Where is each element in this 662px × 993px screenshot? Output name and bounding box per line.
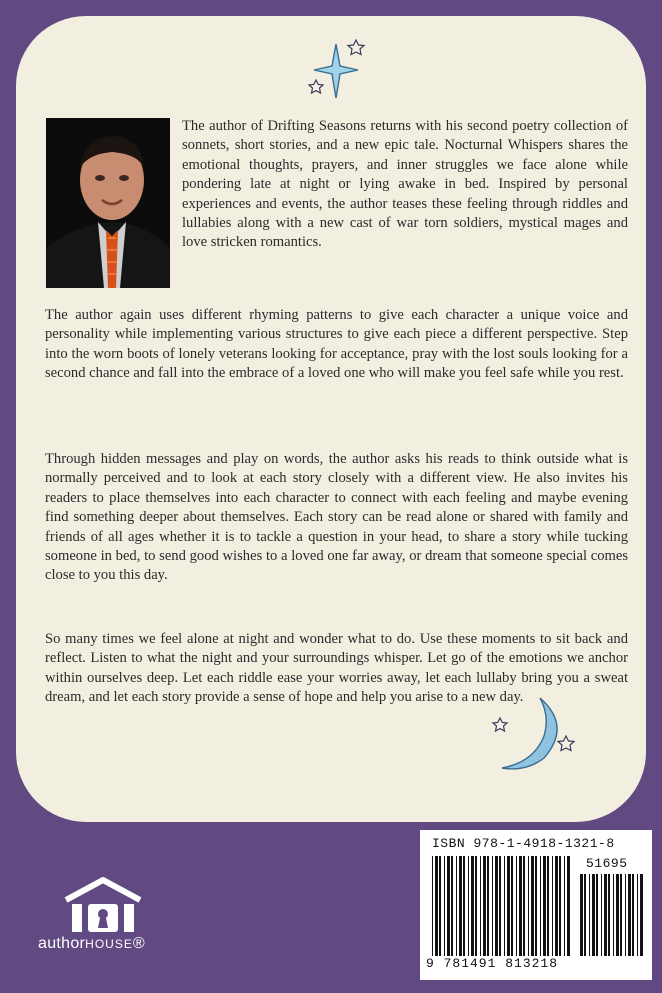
- publisher-name-part1: author: [38, 935, 86, 952]
- barcode-bar: [523, 856, 525, 956]
- barcode-bar: [468, 856, 469, 956]
- barcode-bar: [504, 856, 505, 956]
- barcode-bar: [580, 874, 583, 956]
- barcode-digits: 9 781491 813218: [426, 956, 559, 971]
- barcode-bar: [480, 856, 481, 956]
- barcode-bar: [492, 856, 493, 956]
- barcode-bar: [584, 874, 586, 956]
- barcode-bar: [604, 874, 607, 956]
- barcode-bar: [601, 874, 602, 956]
- isbn-barcode: [420, 830, 652, 980]
- barcode-bar: [456, 856, 457, 956]
- barcode-bar: [507, 856, 510, 956]
- barcode-bar: [447, 856, 450, 956]
- body-paragraph-2: The author again uses different rhyming patterns to give each character a unique voice and personality while implementing various structures to give each piece a different perspective. Step into the worn boots of lonely veterans looking for acceptance, pray with the lost souls looking for a second chance and fall into the embrace of a loved one who will make you feel safe while you rest.: [45, 307, 628, 382]
- barcode-bar: [511, 856, 513, 956]
- barcode-bar: [459, 856, 462, 956]
- barcode-bar: [589, 874, 590, 956]
- barcode-bar: [592, 874, 595, 956]
- barcode-bar: [547, 856, 549, 956]
- barcode-bar: [432, 856, 433, 956]
- barcode-bar: [559, 856, 561, 956]
- barcode-bar: [628, 874, 631, 956]
- barcode-bar: [487, 856, 489, 956]
- barcode-bar: [531, 856, 534, 956]
- barcode-bar: [519, 856, 522, 956]
- barcode-bar: [528, 856, 529, 956]
- barcode-bar: [495, 856, 498, 956]
- barcode-bars: [432, 856, 572, 956]
- intro-paragraph: The author of Drifting Seasons returns with his second poetry collection of sonnets, short stories, and a new epic tale. Nocturnal Whispers shares the emotional thoughts, prayers, and inner struggles we face alone while pondering late at night or lying awake in bed. Inspired by personal experiences and events, the author teases these feeling through riddles and lullabies along with a new cast of war torn soldiers, mystical mages and love stricken romantics.: [182, 118, 628, 251]
- barcode-bar: [640, 874, 643, 956]
- barcode-bar: [535, 856, 537, 956]
- barcode-bar: [552, 856, 553, 956]
- price-code: 51695: [586, 856, 628, 871]
- barcode-bar: [483, 856, 486, 956]
- barcode-bar: [471, 856, 474, 956]
- barcode-bar: [567, 856, 570, 956]
- publisher-name-part2: HOUSE: [85, 937, 133, 951]
- barcode-bar: [540, 856, 541, 956]
- body-paragraph-3: Through hidden messages and play on words, the author asks his reads to think outside what is normally perceived and to look at each story closely with a different view. He also invites his readers to place themselves into each character to connect with each feeling and maybe evening find something deeper about themselves. Each story can be read alone or shared with family and friends of all ages whether it is to tackle a question in your head, to share a story while tucking someone in bed, to send good wishes to a loved one far away, or dream that someone special comes close to you this day.: [45, 451, 628, 584]
- barcode-bar: [499, 856, 501, 956]
- addon-bars: [580, 874, 644, 956]
- barcode-bar: [616, 874, 619, 956]
- barcode-bar: [435, 856, 438, 956]
- publisher-name: [38, 935, 178, 953]
- barcode-bar: [444, 856, 445, 956]
- barcode-bar: [439, 856, 441, 956]
- barcode-bar: [475, 856, 477, 956]
- author-photo: [46, 118, 170, 288]
- stars-icon: [306, 36, 396, 106]
- barcode-bar: [543, 856, 546, 956]
- barcode-bar: [613, 874, 614, 956]
- barcode-bar: [596, 874, 598, 956]
- back-cover-panel: [16, 16, 646, 822]
- barcode-bar: [637, 874, 638, 956]
- isbn-text: ISBN 978-1-4918-1321-8: [432, 836, 615, 851]
- barcode-bar: [516, 856, 517, 956]
- barcode-bar: [451, 856, 453, 956]
- barcode-bar: [625, 874, 626, 956]
- barcode-bar: [564, 856, 565, 956]
- publisher-mark: ®: [132, 935, 145, 952]
- body-paragraph-4: So many times we feel alone at night and wonder what to do. Use these moments to sit back and reflect. Listen to what the night and your surroundings whisper. Let go of the emotions we anchor within ourselves deep. Let each riddle ease your worries away, let each lullaby bring you a sweat dream, and let each story provide a sense of hope and help you arise to a new day.: [45, 631, 628, 706]
- barcode-bar: [608, 874, 610, 956]
- barcode-bar: [555, 856, 558, 956]
- barcode-bar: [632, 874, 634, 956]
- barcode-bar: [620, 874, 622, 956]
- barcode-bar: [463, 856, 465, 956]
- moon-stars-icon: [482, 696, 582, 776]
